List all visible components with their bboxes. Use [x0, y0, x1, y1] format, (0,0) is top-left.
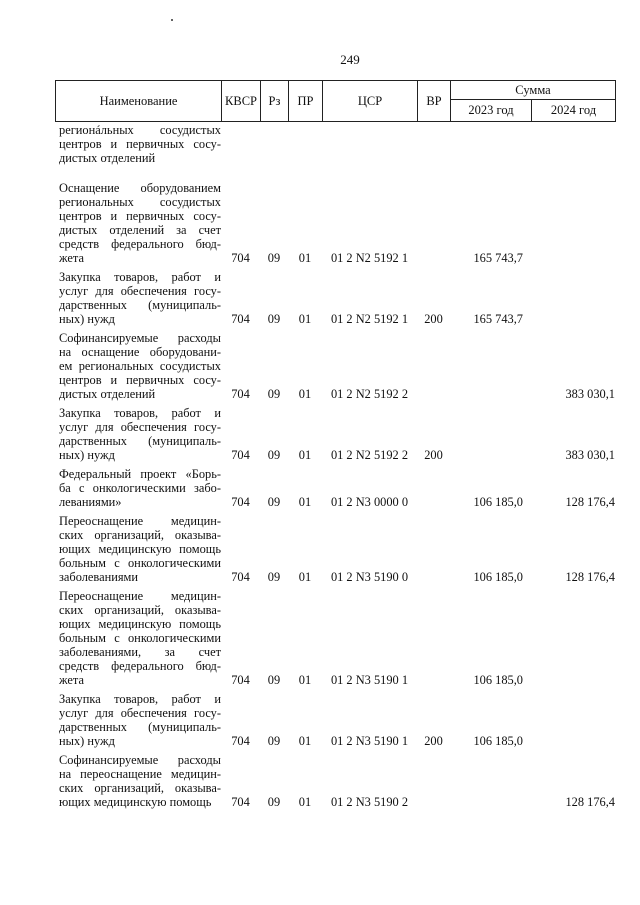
row-name-line: ющих медицинскую помощь — [59, 795, 212, 809]
row-name — [55, 270, 221, 326]
row-name — [55, 406, 221, 462]
row-name-line: ных) нужд — [59, 448, 115, 462]
row-name-line: Федеральный проект «Борь- — [59, 467, 221, 481]
row-rz: 09 — [267, 570, 281, 584]
row-rz: 09 — [267, 251, 281, 265]
row-name-line: Оснащение оборудованием — [59, 181, 221, 195]
row-kvsr: 704 — [231, 387, 250, 401]
row-pr: 01 — [298, 387, 312, 401]
row-name-line: региональных сосудистых — [59, 195, 221, 209]
row-rz: 09 — [267, 734, 281, 748]
row-name-line: ских организаций, оказыва- — [59, 603, 221, 617]
row-csr: 01 2 N3 5190 1 — [330, 673, 409, 687]
row-name-line: ба с онкологическими забо- — [59, 481, 221, 495]
row-pr: 01 — [298, 251, 312, 265]
row-sum-2024: 128 176,4 — [565, 570, 615, 584]
row-name-line: ных) нужд — [59, 734, 115, 748]
row-name — [55, 467, 221, 509]
row-sum-2023: 106 185,0 — [473, 495, 523, 509]
row-name-line: средств федерального бюд- — [59, 659, 221, 673]
table-header — [55, 80, 616, 122]
row-name-line: центров и первичных сосу- — [59, 373, 221, 387]
row-name — [55, 331, 221, 401]
row-name-line: Закупка товаров, работ и — [59, 692, 221, 706]
row-name-line: средств федерального бюд- — [59, 237, 221, 251]
row-sum-2023: 165 743,7 — [473, 251, 523, 265]
scan-speck — [171, 19, 173, 21]
row-name-line: ем региональных сосудистых — [59, 359, 221, 373]
table-row — [55, 514, 615, 584]
row-pr: 01 — [298, 495, 312, 509]
row-name-line: дарственных (муниципаль- — [59, 720, 221, 734]
row-name-line: ских организаций, оказыва- — [59, 528, 221, 542]
row-pr: 01 — [298, 795, 312, 809]
row-sum-2024: 383 030,1 — [565, 387, 615, 401]
row-name-line: жета — [59, 251, 84, 265]
row-rz: 09 — [267, 387, 281, 401]
row-rz: 09 — [267, 495, 281, 509]
table-row — [55, 589, 615, 687]
header-kvsr: КВСР — [222, 81, 261, 122]
row-name-line: услуг для обеспечения госу- — [59, 420, 221, 434]
row-pr: 01 — [298, 570, 312, 584]
row-kvsr: 704 — [231, 673, 250, 687]
row-pr: 01 — [298, 734, 312, 748]
row-name-line: дарственных (муниципаль- — [59, 434, 221, 448]
row-kvsr: 704 — [231, 251, 250, 265]
row-name-line: дистых отделений за счет — [59, 223, 221, 237]
row-name-line: ских организаций, оказыва- — [59, 781, 221, 795]
table-row — [55, 270, 615, 326]
row-sum-2023: 106 185,0 — [473, 734, 523, 748]
row-name-line: дарственных (муниципаль- — [59, 298, 221, 312]
row-name-line: услуг для обеспечения госу- — [59, 284, 221, 298]
table-row — [55, 181, 615, 265]
header-sum: Сумма — [451, 81, 616, 100]
row-csr: 01 2 N2 5192 1 — [330, 312, 409, 326]
row-name — [55, 181, 221, 265]
row-name-line: услуг для обеспечения госу- — [59, 706, 221, 720]
row-sum-2024: 128 176,4 — [565, 795, 615, 809]
page-number: 249 — [340, 52, 360, 67]
row-name-line: леваниями» — [59, 495, 122, 509]
row-pr: 01 — [298, 448, 312, 462]
row-kvsr: 704 — [231, 312, 250, 326]
row-name — [55, 514, 221, 584]
row-name-line: больным с онкологическими — [59, 631, 221, 645]
table-row — [55, 331, 615, 401]
table-row — [55, 467, 615, 509]
row-kvsr: 704 — [231, 734, 250, 748]
table-row — [55, 123, 615, 165]
row-name-line: дистых отделений — [59, 151, 156, 165]
header-csr: ЦСР — [323, 81, 418, 122]
row-name-line: ющих медицинскую помощь — [59, 617, 221, 631]
row-name-line: ных) нужд — [59, 312, 115, 326]
row-pr: 01 — [298, 673, 312, 687]
row-rz: 09 — [267, 312, 281, 326]
row-csr: 01 2 N3 5190 1 — [330, 734, 409, 748]
row-vr: 200 — [424, 312, 443, 326]
table-row — [55, 406, 615, 462]
row-rz: 09 — [267, 448, 281, 462]
header-rz: Рз — [261, 81, 289, 122]
row-name — [55, 753, 221, 809]
row-name-line: Закупка товаров, работ и — [59, 406, 221, 420]
row-csr: 01 2 N3 5190 0 — [330, 570, 409, 584]
row-name-line: заболеваниями — [59, 570, 139, 584]
row-kvsr: 704 — [231, 448, 250, 462]
table-row — [55, 692, 615, 748]
header-vr: ВР — [418, 81, 451, 122]
row-rz: 09 — [267, 673, 281, 687]
row-name-line: на оснащение оборудовани- — [59, 345, 221, 359]
table-row — [55, 753, 615, 809]
row-sum-2024: 128 176,4 — [565, 495, 615, 509]
row-name-line: регионáльных сосудистых — [59, 123, 221, 137]
row-name-line: Софинансируемые расходы — [59, 331, 221, 345]
row-vr: 200 — [424, 448, 443, 462]
row-csr: 01 2 N3 5190 2 — [330, 795, 409, 809]
row-name-line: Переоснащение медицин- — [59, 589, 221, 603]
row-name-line: Переоснащение медицин- — [59, 514, 221, 528]
row-kvsr: 704 — [231, 795, 250, 809]
row-sum-2023: 106 185,0 — [473, 673, 523, 687]
header-2024: 2024 год — [532, 100, 616, 122]
row-csr: 01 2 N2 5192 2 — [330, 448, 409, 462]
row-rz: 09 — [267, 795, 281, 809]
row-name-line: Софинансируемые расходы — [59, 753, 221, 767]
row-name-line: на переоснащение медицин- — [59, 767, 221, 781]
row-name-line: центров и первичных сосу- — [59, 209, 221, 223]
row-pr: 01 — [298, 312, 312, 326]
row-sum-2024: 383 030,1 — [565, 448, 615, 462]
row-name-line: центров и первичных сосу- — [59, 137, 221, 151]
row-name-line: заболеваниями, за счет — [59, 645, 221, 659]
row-name-line: дистых отделений — [59, 387, 156, 401]
row-name-line: ющих медицинскую помощь — [59, 542, 221, 556]
row-name — [55, 589, 221, 687]
row-name — [55, 692, 221, 748]
row-sum-2023: 106 185,0 — [473, 570, 523, 584]
header-name: Наименование — [56, 81, 222, 122]
row-sum-2023: 165 743,7 — [473, 312, 523, 326]
row-vr: 200 — [424, 734, 443, 748]
row-name — [55, 123, 221, 165]
header-pr: ПР — [289, 81, 323, 122]
row-name-line: больным с онкологическими — [59, 556, 221, 570]
header-2023: 2023 год — [451, 100, 532, 122]
row-kvsr: 704 — [231, 570, 250, 584]
row-csr: 01 2 N2 5192 1 — [330, 251, 409, 265]
row-name-line: Закупка товаров, работ и — [59, 270, 221, 284]
row-csr: 01 2 N3 0000 0 — [330, 495, 409, 509]
row-csr: 01 2 N2 5192 2 — [330, 387, 409, 401]
row-kvsr: 704 — [231, 495, 250, 509]
row-name-line: жета — [59, 673, 84, 687]
table-body — [55, 123, 615, 814]
